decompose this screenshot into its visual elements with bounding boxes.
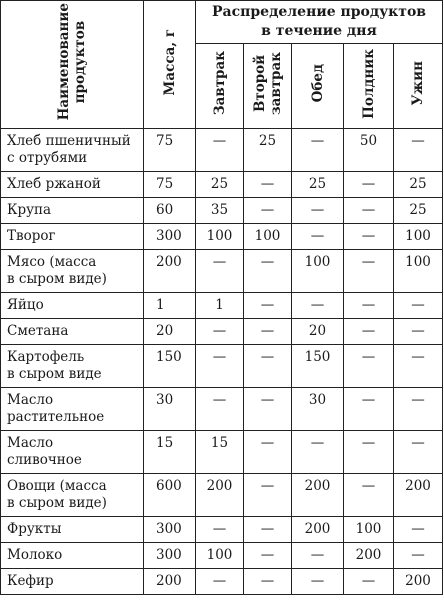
product-name-cell: Овощи (масса в сыром виде) <box>1 474 144 517</box>
meal-amount-cell: — <box>244 293 292 319</box>
product-name-cell: Хлеб пшеничный с отрубями <box>1 129 144 172</box>
product-name-cell: Сметана <box>1 319 144 345</box>
mass-cell: 600 <box>144 474 196 517</box>
header-mass <box>144 1 196 129</box>
meal-amount-cell: 100 <box>196 224 244 250</box>
product-name-cell: Кефир <box>1 569 144 595</box>
meal-amount-cell: — <box>196 129 244 172</box>
meal-amount-cell: — <box>292 293 344 319</box>
header-meal-lunch-text: Обед <box>309 64 326 103</box>
product-name-cell: Масло растительное <box>1 388 144 431</box>
mass-cell: 30 <box>144 388 196 431</box>
meal-amount-cell: — <box>394 319 443 345</box>
meal-amount-cell: — <box>244 431 292 474</box>
meal-amount-cell: — <box>292 129 344 172</box>
meal-amount-cell: — <box>292 224 344 250</box>
meal-amount-cell: 100 <box>344 517 394 543</box>
table-row <box>1 172 443 198</box>
table-row <box>1 293 443 319</box>
meal-amount-cell: 150 <box>292 345 344 388</box>
table-row <box>1 345 443 388</box>
header-meal-breakfast <box>196 44 244 129</box>
meal-amount-cell: 200 <box>292 517 344 543</box>
product-name-cell: Фрукты <box>1 517 144 543</box>
product-name-cell: Картофель в сыром виде <box>1 345 144 388</box>
table-row <box>1 198 443 224</box>
meal-amount-cell: — <box>196 345 244 388</box>
meal-amount-cell: — <box>292 431 344 474</box>
meal-amount-cell: — <box>244 474 292 517</box>
meal-amount-cell: — <box>344 388 394 431</box>
meal-amount-cell: 15 <box>196 431 244 474</box>
meal-amount-cell: 100 <box>394 224 443 250</box>
meal-amount-cell: — <box>196 569 244 595</box>
header-mass-text: Масса, г <box>161 28 178 96</box>
meal-amount-cell: 100 <box>394 250 443 293</box>
mass-cell: 1 <box>144 293 196 319</box>
meal-amount-cell: — <box>292 569 344 595</box>
table-row <box>1 474 443 517</box>
meal-amount-cell: — <box>244 198 292 224</box>
mass-cell: 60 <box>144 198 196 224</box>
header-product-name <box>1 1 144 129</box>
meal-amount-cell: 20 <box>292 319 344 345</box>
meal-amount-cell: — <box>344 172 394 198</box>
header-meal-second-breakfast-text: Второй завтрак <box>251 51 284 116</box>
table-row <box>1 388 443 431</box>
mass-cell: 300 <box>144 517 196 543</box>
meal-amount-cell: — <box>344 319 394 345</box>
meal-amount-cell: — <box>244 569 292 595</box>
mass-cell: 300 <box>144 543 196 569</box>
meal-amount-cell: 100 <box>244 224 292 250</box>
meal-amount-cell: — <box>344 569 394 595</box>
table-row <box>1 319 443 345</box>
product-name-cell: Молоко <box>1 543 144 569</box>
header-meal-afternoon-snack-text: Полдник <box>360 48 377 119</box>
meal-amount-cell: — <box>244 172 292 198</box>
header-meal-dinner-text: Ужин <box>410 61 426 106</box>
table-row <box>1 250 443 293</box>
product-name-cell: Масло сливочное <box>1 431 144 474</box>
meal-amount-cell: — <box>244 388 292 431</box>
meal-amount-cell: — <box>196 319 244 345</box>
meal-amount-cell: — <box>344 293 394 319</box>
meal-amount-cell: — <box>344 474 394 517</box>
meal-amount-cell: 25 <box>394 198 443 224</box>
meal-amount-cell: 200 <box>292 474 344 517</box>
meal-amount-cell: — <box>196 388 244 431</box>
meal-amount-cell: — <box>394 129 443 172</box>
meal-amount-cell: 200 <box>196 474 244 517</box>
meal-amount-cell: 1 <box>196 293 244 319</box>
mass-cell: 200 <box>144 250 196 293</box>
meal-amount-cell: 25 <box>394 172 443 198</box>
table-row <box>1 543 443 569</box>
meal-amount-cell: — <box>244 319 292 345</box>
mass-cell: 200 <box>144 569 196 595</box>
meal-amount-cell: 200 <box>344 543 394 569</box>
table-row <box>1 224 443 250</box>
table-row <box>1 431 443 474</box>
meal-amount-cell: — <box>344 345 394 388</box>
product-name-cell: Яйцо <box>1 293 144 319</box>
mass-cell: 75 <box>144 172 196 198</box>
meal-amount-cell: — <box>394 388 443 431</box>
header-meal-breakfast-text: Завтрак <box>211 51 228 116</box>
meal-amount-cell: — <box>394 431 443 474</box>
table-body <box>1 129 443 595</box>
meal-amount-cell: 200 <box>394 474 443 517</box>
meal-amount-cell: — <box>244 345 292 388</box>
product-name-cell: Мясо (масса в сыром виде) <box>1 250 144 293</box>
meal-amount-cell: — <box>394 517 443 543</box>
header-distribution: Распределение продуктов в течение дня <box>196 1 443 44</box>
table-row <box>1 129 443 172</box>
meal-amount-cell: 200 <box>394 569 443 595</box>
header-product-name-text: Наименование продуктов <box>56 3 88 121</box>
meal-amount-cell: — <box>244 543 292 569</box>
header-meal-afternoon-snack <box>344 44 394 129</box>
meal-amount-cell: 30 <box>292 388 344 431</box>
mass-cell: 20 <box>144 319 196 345</box>
meal-amount-cell: — <box>196 250 244 293</box>
meal-amount-cell: — <box>344 250 394 293</box>
header-meal-lunch <box>292 44 344 129</box>
mass-cell: 15 <box>144 431 196 474</box>
meal-amount-cell: — <box>394 345 443 388</box>
meal-amount-cell: 100 <box>292 250 344 293</box>
meal-amount-cell: — <box>394 543 443 569</box>
mass-cell: 150 <box>144 345 196 388</box>
meal-amount-cell: — <box>292 198 344 224</box>
meal-amount-cell: — <box>244 250 292 293</box>
meal-amount-cell: 25 <box>244 129 292 172</box>
meal-amount-cell: 25 <box>292 172 344 198</box>
table-row <box>1 517 443 543</box>
header-meal-second-breakfast <box>244 44 292 129</box>
meal-amount-cell: 25 <box>196 172 244 198</box>
meal-amount-cell: 50 <box>344 129 394 172</box>
table-row <box>1 569 443 595</box>
product-name-cell: Творог <box>1 224 144 250</box>
product-name-cell: Хлеб ржаной <box>1 172 144 198</box>
header-meal-dinner <box>394 44 443 129</box>
mass-cell: 75 <box>144 129 196 172</box>
meal-amount-cell: 35 <box>196 198 244 224</box>
meal-amount-cell: — <box>344 198 394 224</box>
meal-amount-cell: — <box>244 517 292 543</box>
meal-amount-cell: — <box>344 224 394 250</box>
meal-amount-cell: 100 <box>196 543 244 569</box>
meal-amount-cell: — <box>196 517 244 543</box>
mass-cell: 300 <box>144 224 196 250</box>
meal-amount-cell: — <box>292 543 344 569</box>
product-name-cell: Крупа <box>1 198 144 224</box>
meal-amount-cell: — <box>344 431 394 474</box>
meal-amount-cell: — <box>394 293 443 319</box>
